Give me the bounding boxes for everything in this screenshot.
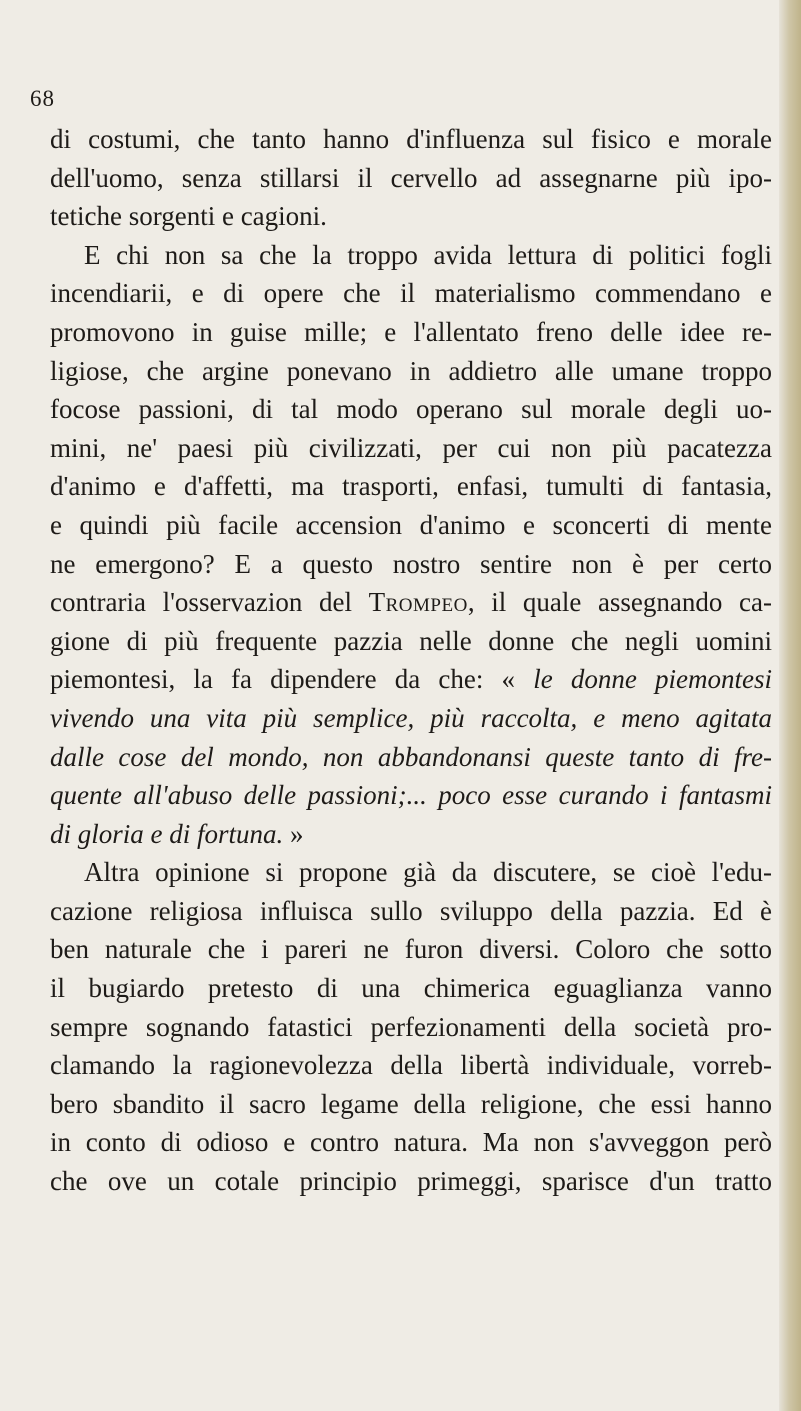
text-line: gione di più frequente pazzia nelle donne che negli uomini: [50, 625, 772, 656]
text-line: [50, 815, 772, 854]
text-segment: di gloria e di fortuna.: [50, 818, 284, 849]
text-line: e quindi più facile accension d'animo e sconcerti di mente: [50, 509, 772, 540]
text-line: bero sbandito il sacro legame della religione, che essi hanno: [50, 1088, 772, 1119]
text-line: dalle cose del mondo, non abbandonansi queste tanto di fre-: [50, 741, 772, 772]
text-line: incendiarii, e di opere che il materialismo commendano e: [50, 278, 772, 309]
text-line: sempre sognando fatastici perfezionamenti della società pro-: [50, 1011, 772, 1042]
text-segment: piemontesi, la fa dipendere da che: «: [50, 664, 534, 695]
body-text: [50, 120, 772, 1201]
text-line: il bugiardo pretesto di una chimerica eguaglianza vanno: [50, 973, 772, 1004]
page-number: 68: [30, 86, 55, 111]
text-line: Altra opinione si propone già da discutere, se cioè l'edu-: [84, 857, 772, 888]
text-segment: Trompeo: [368, 587, 468, 618]
text-line: tetiche sorgenti e cagioni.: [50, 201, 327, 232]
text-line: [50, 660, 772, 699]
text-line: ben naturale che i pareri ne furon diversi. Coloro che sotto: [50, 934, 772, 965]
page-edge: [779, 0, 801, 1411]
text-line: [50, 583, 772, 622]
text-segment: le donne piemontesi: [533, 664, 773, 695]
text-line: ligiose, che argine ponevano in addietro alle umane troppo: [50, 355, 772, 386]
text-line: di costumi, che tanto hanno d'influenza sul fisico e morale: [50, 124, 772, 154]
text-line: clamando la ragionevolezza della libertà individuale, vorreb-: [50, 1050, 772, 1081]
text-segment: , il quale assegnando ca-: [467, 587, 772, 618]
text-line: vivendo una vita più semplice, più raccolta, e meno agitata: [50, 702, 772, 733]
text-line: d'animo e d'affetti, ma trasporti, enfasi, tumulti di fantasia,: [50, 471, 772, 502]
text-line: E chi non sa che la troppo avida lettura di politici fogli: [84, 239, 772, 270]
text-line: ne emergono? E a questo nostro sentire non è per certo: [50, 548, 772, 579]
text-line: quente all'abuso delle passioni;... poco esse curando i fantasmi: [50, 780, 772, 811]
text-line: cazione religiosa influisca sullo sviluppo della pazzia. Ed è: [50, 895, 772, 926]
text-line: mini, ne' paesi più civilizzati, per cui non più pacatezza: [50, 432, 772, 463]
text-line: in conto di odioso e contro natura. Ma non s'avveggon però: [50, 1127, 772, 1158]
text-segment: »: [283, 818, 304, 849]
text-line: che ove un cotale principio primeggi, sparisce d'un tratto: [50, 1166, 772, 1197]
text-line: focose passioni, di tal modo operano sul morale degli uo-: [50, 394, 772, 425]
text-line: promovono in guise mille; e l'allentato freno delle idee re-: [50, 316, 772, 347]
text-segment: contraria l'osservazion del: [50, 587, 369, 618]
text-line: dell'uomo, senza stillarsi il cervello ad assegnarne più ipo-: [50, 162, 772, 193]
